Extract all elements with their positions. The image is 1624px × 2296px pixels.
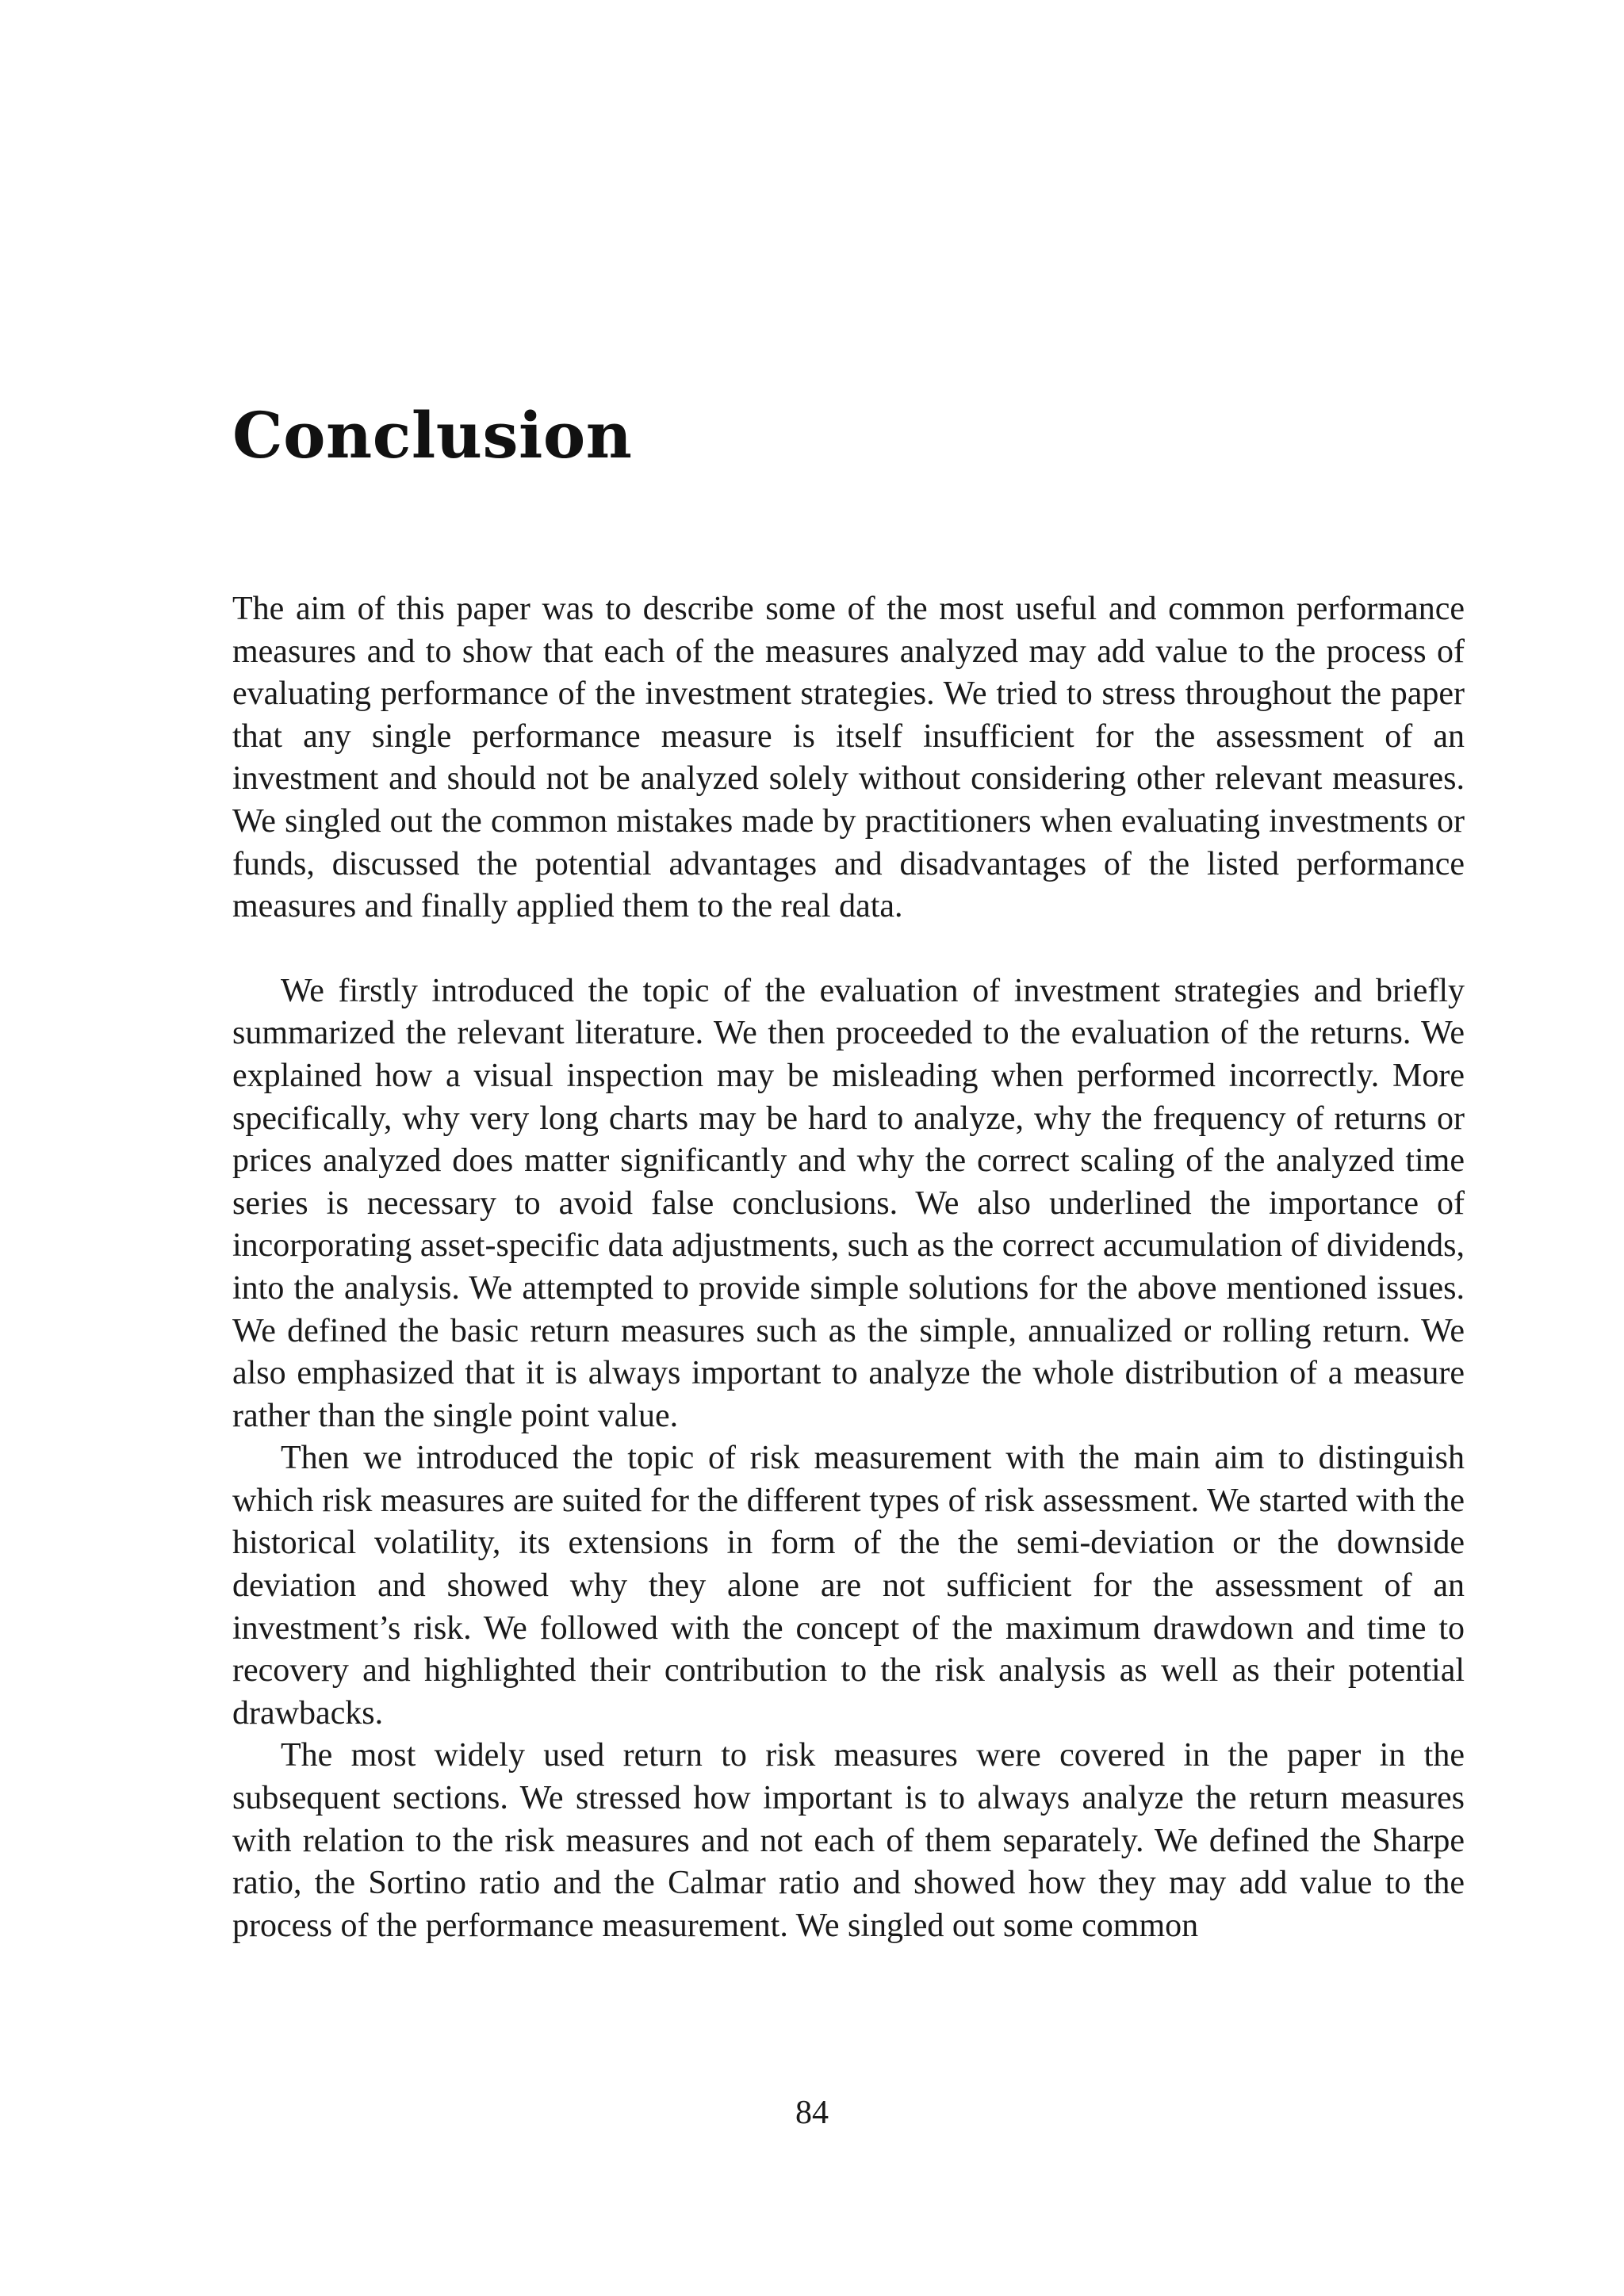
paragraph-intro: The aim of this paper was to describe some of the most useful and common performance measures and to show that each of the measures analyzed may add value to the process of evaluating performance of the investment strategies. We tried to stress throughout the paper that any single performance measure is itself insufficient for the assessment of an investment and should not be analyzed solely without considering other relevant measures. We singled out the common mistakes made by practitioners when evaluating investments or funds, discussed the potential advantages and disadvantages of the listed performance measures and finally applied them to the real data. xyxy=(232,591,1465,925)
body-text xyxy=(232,588,1465,1947)
paragraph-returns-evaluation: We firstly introduced the topic of the evaluation of investment strategies and briefly summarized the relevant literature. We then proceeded to the evaluation of the returns. We explained how a visual inspection may be misleading when performed incorrectly. More specifically, why very long charts may be hard to analyze, why the frequency of returns or prices analyzed does matter significantly and why the correct scaling of the analyzed time series is necessary to avoid false conclusions. We also underlined the importance of incorporating asset-specific data adjustments, such as the correct accumulation of dividends, into the analysis. We attempted to provide simple solutions for the above mentioned issues. We defined the basic return measures such as the simple, annualized or rolling return. We also emphasized that it is always important to analyze the whole distribution of a measure rather than the single point value. xyxy=(232,972,1465,1434)
paragraph-risk-measurement: Then we introduced the topic of risk measurement with the main aim to distinguish which risk measures are suited for the different types of risk assessment. We started with the historical volatility, its extensions in form of the the semi-deviation or the downside deviation and showed why they alone are not sufficient for the assessment of an investment’s risk. We followed with the concept of the maximum drawdown and time to recovery and highlighted their contribution to the risk analysis as well as their potential drawbacks. xyxy=(232,1440,1465,1732)
page-number: 84 xyxy=(795,2095,829,2131)
chapter-title: Conclusion xyxy=(232,398,633,473)
paragraph-return-to-risk: The most widely used return to risk measures were covered in the paper in the subsequent sections. We stressed how important is to always analyze the return measures with relation to the risk measures and not each of them separately. We defined the Sharpe ratio, the Sortino ratio and the Calmar ratio and showed how they may add value to the process of the performance measurement. We singled out some common xyxy=(232,1737,1465,1944)
